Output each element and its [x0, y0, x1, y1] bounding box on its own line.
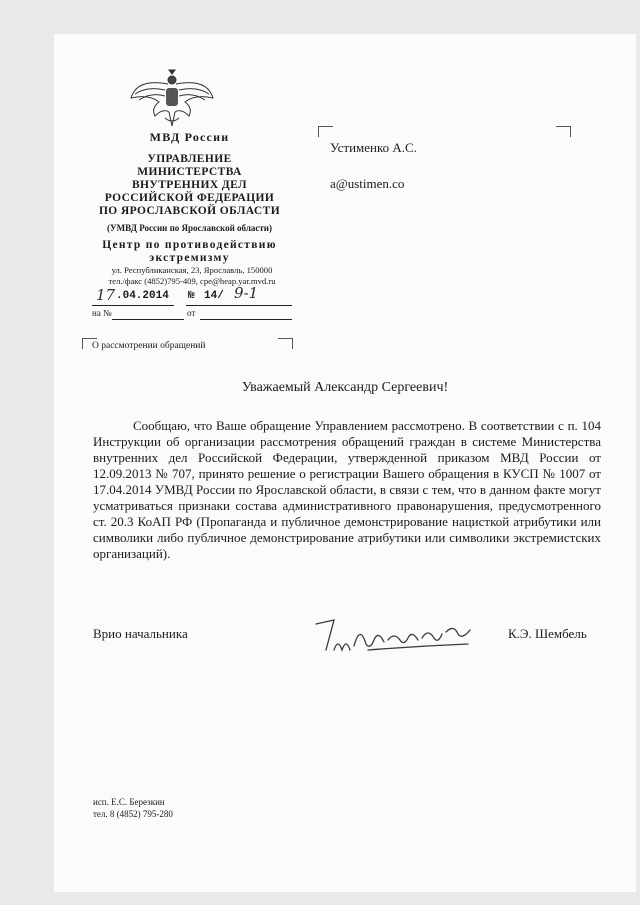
executor-name: исп. Е.С. Березкин: [93, 797, 165, 807]
salutation: Уважаемый Александр Сергеевич!: [241, 380, 449, 395]
date-handwritten: 17: [96, 286, 116, 304]
letter-body: Сообщаю, что Ваше обращение Управлением рассмотрено. В соответствии с п. 104 Инструкции об организации рассмотрения обращений граждан в системе Министерства внутренних дел Российской Федерации, утвержденной приказом МВД России от 12.09.2013 № 707, принято решение о регистрации Вашего обращения в КУСП № 1007 от 17.04.2014 УМВД России по Ярославской области, в связи с тем, что в данном факте могут усматриваться признаки состава административного правонарушения, предусмотренного ст. 20.3 КоАП РФ (Пропаганда и публичное демонстрирование нацисткой атрибутики или символики либо публичное демонстрирование атрибутики или символики экстремистских организаций).: [93, 418, 601, 561]
handwritten-signature: [308, 610, 478, 658]
date-printed: .04.2014: [116, 290, 169, 302]
addressee-corner-right: [556, 126, 571, 137]
number-label: №: [188, 290, 195, 302]
eagle-emblem-icon: [129, 68, 215, 128]
center-line: экстремизму: [149, 252, 230, 264]
center-block: [92, 239, 287, 265]
number-handwritten: 9-1: [234, 284, 259, 302]
ministry-title: МВД России: [149, 130, 230, 144]
addressee-name: Устименко А.С.: [330, 140, 417, 155]
from-underline: [200, 308, 292, 320]
reference-label: на №: [92, 308, 112, 318]
addressee-corner-left: [318, 126, 333, 137]
department-line: МИНИСТЕРСТВА: [137, 166, 242, 178]
center-line: Центр по противодействию: [102, 239, 277, 251]
addressee-email: a@ustimen.co: [330, 176, 405, 191]
department-block: [92, 153, 287, 218]
department-line: УПРАВЛЕНИЕ: [147, 153, 232, 165]
from-label: от: [187, 308, 196, 318]
signatory-name: К.Э. Шембель: [508, 626, 587, 641]
executor-phone: тел. 8 (4852) 795-280: [93, 809, 173, 819]
postal-address: ул. Республиканская, 23, Ярославль, 150000: [111, 265, 273, 275]
reference-underline: [112, 308, 184, 320]
department-line: ПО ЯРОСЛАВСКОЙ ОБЛАСТИ: [98, 205, 281, 217]
department-abbreviation: (УМВД России по Ярославской области): [107, 223, 272, 233]
subject-corner-right: [278, 338, 293, 349]
signatory-position: Врио начальника: [93, 626, 188, 641]
department-line: ВНУТРЕННИХ ДЕЛ: [131, 179, 248, 191]
number-value: 14/: [204, 290, 224, 302]
subject-line: О рассмотрении обращений: [92, 341, 206, 351]
contact-line: тел./факс (4852)795-409, cpe@heap.yar.mvd.ru: [108, 276, 276, 286]
department-line: РОССИЙСКОЙ ФЕДЕРАЦИИ: [104, 192, 275, 204]
